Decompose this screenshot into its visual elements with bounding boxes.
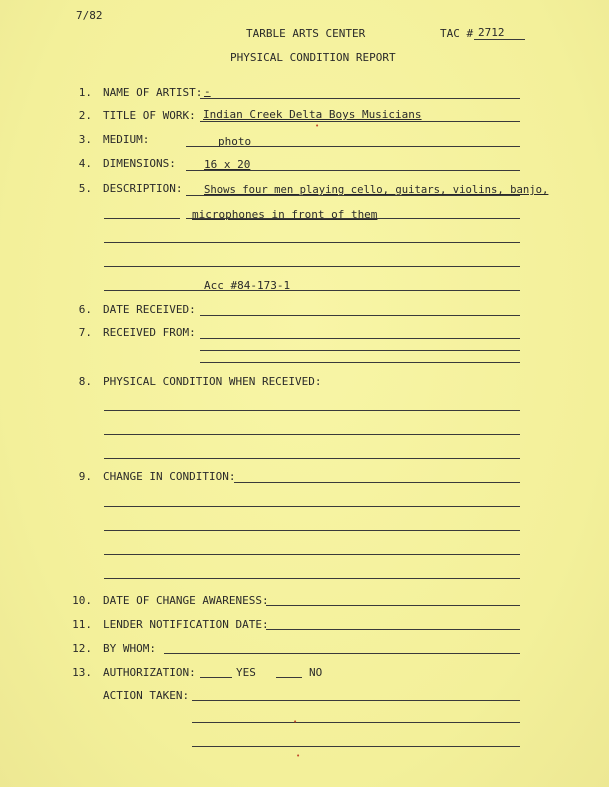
item-number: 10. xyxy=(72,594,92,607)
by-whom-line xyxy=(164,653,520,654)
change-line-1 xyxy=(234,482,520,483)
accession-number: Acc #84-173-1 xyxy=(204,279,291,292)
received-from-line-3 xyxy=(200,362,520,363)
dimensions-line xyxy=(186,170,520,171)
item-number: 8. xyxy=(78,375,92,388)
condition-line-2 xyxy=(104,434,520,435)
description-line-2a xyxy=(104,218,180,219)
item-number: 11. xyxy=(72,618,92,631)
item-number: 7. xyxy=(78,326,92,339)
date-received-line xyxy=(200,315,520,316)
item-number: 5. xyxy=(78,182,92,195)
no-line xyxy=(276,677,302,678)
tac-number-line xyxy=(474,39,525,40)
dimensions-value: 16 x 20 xyxy=(204,158,251,171)
item-number: 2. xyxy=(78,109,92,122)
item-label-artist: NAME OF ARTIST: xyxy=(103,86,203,99)
artist-value: - xyxy=(204,85,211,98)
action-taken-label: ACTION TAKEN: xyxy=(103,689,190,702)
artist-line xyxy=(200,98,520,99)
item-number: 12. xyxy=(72,642,92,655)
item-number: 6. xyxy=(78,303,92,316)
change-line-5 xyxy=(104,578,520,579)
item-label-title: TITLE OF WORK: xyxy=(103,109,196,122)
item-label-received-from: RECEIVED FROM: xyxy=(103,326,196,339)
action-line-2 xyxy=(192,722,520,723)
item-label-change-awareness: DATE OF CHANGE AWARENESS: xyxy=(103,594,269,607)
action-line-1 xyxy=(192,700,520,701)
medium-line xyxy=(186,146,520,147)
yes-line xyxy=(200,677,232,678)
received-from-line-2 xyxy=(200,350,520,351)
item-label-change-condition: CHANGE IN CONDITION: xyxy=(103,470,236,483)
stray-mark: • xyxy=(315,122,320,130)
description-line-1 xyxy=(186,195,520,196)
change-line-2 xyxy=(104,506,520,507)
description-line-3 xyxy=(104,242,520,243)
item-label-description: DESCRIPTION: xyxy=(103,182,183,195)
medium-value: photo xyxy=(218,135,252,148)
description-line-5 xyxy=(104,290,520,291)
item-number: 3. xyxy=(78,133,92,146)
title-line xyxy=(200,121,520,122)
description-line-2 xyxy=(186,218,520,219)
item-label-medium: MEDIUM: xyxy=(103,133,150,146)
title-value: Indian Creek Delta Boys Musicians xyxy=(203,108,422,121)
item-label-authorization: AUTHORIZATION: xyxy=(103,666,196,679)
stray-mark: • xyxy=(293,718,298,726)
item-label-condition-received: PHYSICAL CONDITION WHEN RECEIVED: xyxy=(103,375,322,388)
description-line-4 xyxy=(104,266,520,267)
no-label: NO xyxy=(309,666,323,679)
item-label-by-whom: BY WHOM: xyxy=(103,642,156,655)
item-label-dimensions: DIMENSIONS: xyxy=(103,157,176,170)
change-line-3 xyxy=(104,530,520,531)
item-label-lender-notification: LENDER NOTIFICATION DATE: xyxy=(103,618,269,631)
stray-mark: • xyxy=(296,752,301,760)
item-number: 9. xyxy=(78,470,92,483)
description-value: Shows four men playing cello, guitars, violins, banjo, xyxy=(204,184,549,196)
lender-notification-line xyxy=(266,629,520,630)
org-name: TARBLE ARTS CENTER xyxy=(246,27,366,40)
change-line-4 xyxy=(104,554,520,555)
condition-line-1 xyxy=(104,410,520,411)
item-number: 4. xyxy=(78,157,92,170)
condition-line-3 xyxy=(104,458,520,459)
description-value-2: microphones in front of them xyxy=(192,208,378,221)
item-number: 1. xyxy=(78,86,92,99)
item-label-date-received: DATE RECEIVED: xyxy=(103,303,196,316)
change-awareness-line xyxy=(266,605,520,606)
date-code: 7/82 xyxy=(76,9,103,22)
tac-label: TAC # xyxy=(440,27,474,40)
tac-number: 2712 xyxy=(478,26,505,39)
report-title: PHYSICAL CONDITION REPORT xyxy=(230,51,396,64)
received-from-line-1 xyxy=(200,338,520,339)
item-number: 13. xyxy=(72,666,92,679)
action-line-3 xyxy=(192,746,520,747)
yes-label: YES xyxy=(236,666,256,679)
